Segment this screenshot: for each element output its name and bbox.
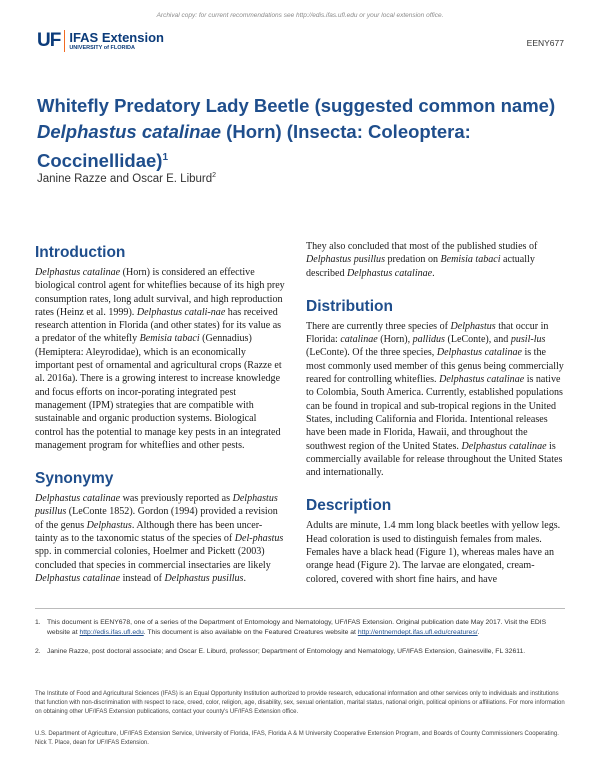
species-name: Delphastus pusillus (306, 254, 385, 266)
text-run: predation on (385, 254, 441, 266)
text-run: has received research attention in Florida (and other states) for its value as a predator of the whitefly (35, 306, 282, 345)
logo-text (69, 31, 164, 52)
species-name: Bemisia tabaci (139, 333, 200, 345)
species-name: Delphastus catalinae (35, 572, 121, 584)
species-name: Delphastus catalinae (35, 493, 121, 505)
distribution-section (306, 298, 564, 480)
usda-statement: U.S. Department of Agriculture, UF/IFAS Extension Service, University of Florida, IFAS, Florida A & M University Cooperative Extension Program, and Boards of County Commissioners Cooperating. Nick T. Place, dean for UF/IFAS Extension. (35, 731, 559, 746)
text-run: (LeConte). Of the three species, (306, 347, 437, 359)
left-column (35, 244, 285, 603)
page-title (37, 93, 557, 174)
footnote-2 (35, 647, 565, 657)
text-run: was previously reported as (120, 493, 233, 505)
text-run: (LeConte), and (444, 334, 511, 346)
distribution-paragraph (306, 320, 564, 480)
title-part1: Whitefly Predatory Lady Beetle (suggested common name) (37, 95, 556, 116)
ifas-logo[interactable] (37, 30, 164, 52)
logo-university: UNIVERSITY of FLORIDA (69, 44, 135, 51)
description-heading: Description (306, 497, 392, 515)
text-run: that occur in Florida: (306, 320, 549, 346)
distribution-heading: Distribution (306, 297, 393, 315)
logo-ifas-extension: IFAS Extension (69, 29, 164, 45)
species-name: Delphastus catalinae (439, 374, 525, 386)
text-run: spp. in commercial colonies, Hoelmer and Pickett (2003) concluded that species in commercial insectaries are likely (35, 546, 271, 571)
text-run: They also concluded that most of the published studies of (306, 241, 538, 252)
footnote-text (47, 618, 565, 638)
species-name: pallidus (412, 334, 445, 346)
species-name: Delphastus catalinae (436, 347, 522, 359)
text-run: is commercially available for release throughout the United States and internationally. (306, 440, 563, 479)
introduction-section (35, 244, 285, 452)
text-run: There are currently three species of (306, 320, 451, 332)
species-name: Delphastus catalinae (461, 440, 547, 452)
text-run: This document is EENY678, one of a series of the Department of Entomology and Nematology, UF/IFAS Extension. Original publication date May 2017. Visit the EDIS website at (47, 619, 547, 636)
footnote-number: 1. (35, 619, 41, 626)
text-run: . (432, 267, 435, 279)
footnote-text: Janine Razze, post doctoral associate; and Oscar E. Liburd, professor; Department of Entomology and Nematology, UF/IFAS Extension, Gainesville, FL 32611. (47, 648, 526, 655)
equal-opportunity-statement: The Institute of Food and Agricultural Sciences (IFAS) is an Equal Opportunity Institution authorized to provide research, educational information and other services only to individuals and institutions that function with non-discrimination with respect to race, creed, color, religion, age, disability, sex, sexual orientation, marital status, national origin, political opinions or affiliations. For more information on obtaining other UF/IFAS Extension publications, contact your county's UF/IFAS Extension office. (35, 691, 565, 715)
text-run: . Although there has been uncer-tainty as to the taxonomic status of the species of (35, 519, 263, 545)
text-run: . This document is also available on the Featured Creatures website at (143, 629, 358, 636)
title-species: Delphastus catalinae (37, 121, 222, 142)
synonymy-heading: Synonymy (35, 470, 114, 488)
synonymy-paragraph (35, 492, 285, 585)
species-name: Delphastus pusillus (35, 493, 278, 518)
title-part2: (Horn) (Insecta: Coleoptera: Coccinellidae) (37, 121, 471, 172)
synonymy-continued-paragraph (306, 240, 564, 280)
synonymy-continued (306, 240, 564, 280)
description-paragraph: Adults are minute, 1.4 mm long black beetles with yellow legs. Head coloration is used to distinguish females from males. Females have a black head (Figure 1), whereas males have an orange head (Figure 2). The larvae are elongated, cream-colored, covered with short fine hairs, and have (306, 520, 561, 585)
text-run: . (243, 572, 246, 584)
species-name: Delphastus (86, 519, 132, 531)
authors-footnote-ref[interactable]: 2 (212, 172, 217, 179)
species-name: Bemisia tabaci (440, 254, 501, 266)
description-section (306, 497, 564, 585)
footnotes (35, 618, 565, 666)
footnote-number: 2. (35, 648, 41, 655)
introduction-paragraph (35, 266, 285, 452)
footnote-divider (35, 608, 565, 609)
species-name: Delphastus catali-nae (136, 306, 226, 318)
archive-note: Archival copy: for current recommendations see http://edis.ifas.ufl.edu or your local extension office. (156, 12, 444, 19)
authors (37, 172, 216, 185)
synonymy-section (35, 470, 285, 585)
logo-divider (64, 30, 65, 52)
right-column (306, 240, 564, 604)
species-name: pusil-lus (510, 334, 546, 346)
text-run: (LeConte 1852). Gordon (1994) provided a revision of the genus (35, 506, 278, 531)
featured-creatures-link[interactable]: http://entnemdept.ifas.ufl.edu/creatures/ (357, 629, 478, 636)
edis-link[interactable]: http://edis.ifas.ufl.edu (79, 629, 144, 636)
text-run: instead of (120, 572, 165, 584)
title-footnote-ref[interactable]: 1 (162, 152, 168, 163)
text-run: (Gennadius) (Hemiptera: Aleyrodidae), which is an economically important pest of ornamental and agricultural crops (Razze et al. 2016a). There is a growing interest to increase knowledge and focus efforts on incor-porating integrated pest management (IPM) strategies that are compatible with sustainable and organic production systems. Biological control has the potential to manage key pests in an integrated management program for whiteflies and other pests. (35, 333, 282, 451)
text-run: actually described (306, 254, 535, 279)
uf-logo-mark: UF (37, 30, 61, 51)
species-name: Delphastus pusillus (164, 572, 244, 584)
text-run: is native to Colombia, South America. Currently, established populations can be found in tropical and sub-tropical regions in the United States, including California and Florida. Intentional releases have been made in Florida, Hawaii, and throughout the southwest region of the United States. (306, 374, 563, 452)
document-number: EENY677 (526, 38, 564, 48)
text-run: is the most commonly used member of this genus being commercially reared for controlling whiteflies. (306, 347, 564, 386)
species-name: Delphastus catalinae (347, 267, 433, 279)
species-name: Delphastus (450, 320, 496, 332)
species-name: catalinae (340, 334, 378, 346)
introduction-heading: Introduction (35, 244, 126, 261)
text-run: (Horn) is considered an effective biological control agent for whiteflies because of its high prey consumption rates, long adult survival, and high reproduction rates (Heinz et al. 1999). (35, 267, 285, 318)
text-run: . (477, 629, 480, 636)
authors-text: Janine Razze and Oscar E. Liburd (37, 172, 213, 185)
text-run: (Horn), (377, 334, 413, 346)
species-name: Delphastus catalinae (35, 267, 121, 278)
footnote-1 (35, 618, 565, 638)
species-name: Del-phastus (234, 533, 284, 545)
